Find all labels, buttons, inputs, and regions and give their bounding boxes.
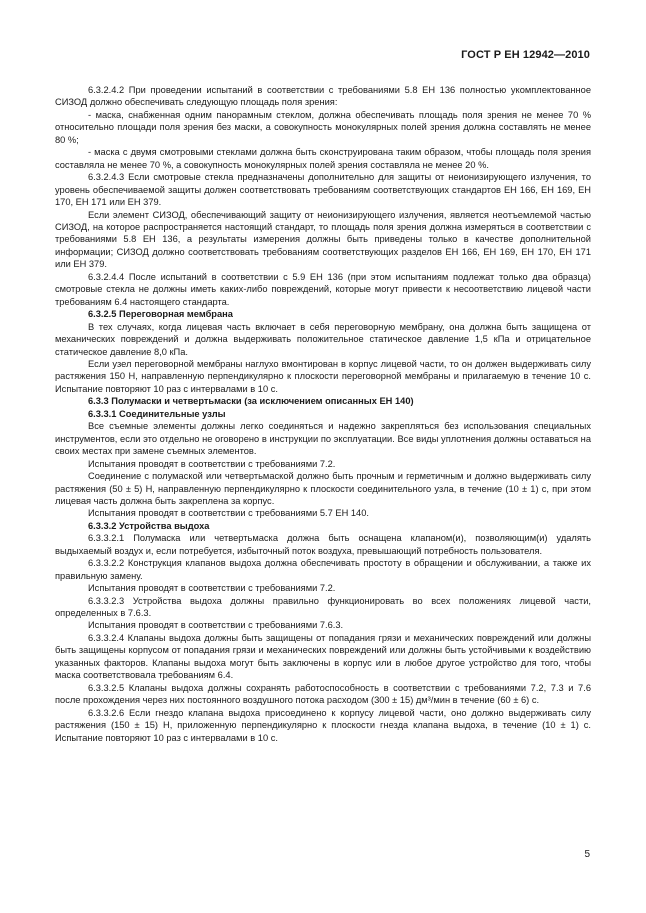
paragraph: - маска, снабженная одним панорамным стеклом, должна обеспечивать площадь поля зрения не менее 70 % относительно площади поля зрения без маски, а совокупность монокулярных полей зрения должна составлять не менее 80 %; xyxy=(55,109,591,145)
page-number: 5 xyxy=(584,849,590,860)
paragraph: 6.3.2.4.4 После испытаний в соответствии с 5.9 ЕН 136 (при этом испытаниям подлежат только два образца) смотровые стекла не должны иметь каких-либо повреждений, которые могут привести к несоответствию лицевой части требованиям 6.4 настоящего стандарта. xyxy=(55,271,591,307)
document-body xyxy=(55,84,591,744)
paragraph: Если элемент СИЗОД, обеспечивающий защиту от неионизирующего излучения, является неотъемлемой частью СИЗОД, на которое распространяется настоящий стандарт, то площадь поля зрения должна измеряться в соответствии с требованиями 5.8 ЕН 136, а результаты измерения должны быть приведены только в качестве дополнительной информации; СИЗОД должно соответствовать требованиям соответствующих разделов ЕН 166, ЕН 169, ЕН 170, ЕН 171 или ЕН 379. xyxy=(55,209,591,270)
paragraph: Испытания проводят в соответствии с требованиями 7.6.3. xyxy=(88,620,344,631)
paragraph: Испытания проводят в соответствии с требованиями 7.2. xyxy=(88,458,336,469)
paragraph: Если узел переговорной мембраны наглухо вмонтирован в корпус лицевой части, то он должен выдерживать силу растяжения 150 Н, направленную перпендикулярно к плоскости переговорной мембраны и прилагаемую в течение 10 с. Испытание повторяют 10 раз с интервалами в 10 с. xyxy=(55,358,591,394)
paragraph: Испытания проводят в соответствии с требованиями 7.2. xyxy=(88,583,336,594)
section-heading: 6.3.3 Полумаски и четвертьмаски (за исключением описанных ЕН 140) xyxy=(88,396,414,407)
paragraph: Соединение с полумаской или четвертьмаской должно быть прочным и герметичным и должно выдерживать силу растяжения (50 ± 5) Н, направленную перпендикулярно к плоскости соединительного узла, в течение (10 ± 1) с, при этом лицевая часть должна быть закреплена за корпус. xyxy=(55,471,591,506)
paragraph: 6.3.3.2.5 Клапаны выдоха должны сохранять работоспособность в соответствии с требованиями 7.2, 7.3 и 7.6 после прохождения через них постоянного воздушного потока расходом (300 ± 15) дм³/мин в течение (60 ± 6) с. xyxy=(55,682,591,706)
paragraph: 6.3.3.2.3 Устройства выдоха должны правильно функционировать во всех положениях лицевой части, определенных в 7.6.3. xyxy=(55,595,591,619)
paragraph: 6.3.3.2.2 Конструкция клапанов выдоха должна обеспечивать простоту в обращении и обслуживании, а также их правильную замену. xyxy=(55,558,591,581)
paragraph: В тех случаях, когда лицевая часть включает в себя переговорную мембрану, она должна быть защищена от механических повреждений и должна выдерживать положительное статическое давление 1,5 кПа и отрицательное статическое давление 8,0 кПа. xyxy=(55,321,591,357)
section-heading: 6.3.2.5 Переговорная мембрана xyxy=(88,309,233,320)
section-heading: 6.3.3.1 Соединительные узлы xyxy=(88,408,226,419)
document-header: ГОСТ Р ЕН 12942—2010 xyxy=(461,49,590,61)
paragraph: Испытания проводят в соответствии с требованиями 5.7 ЕН 140. xyxy=(88,508,369,519)
paragraph: 6.3.3.2.6 Если гнездо клапана выдоха присоединено к корпусу лицевой части, оно должно выдерживать силу растяжения (150 ± 15) Н, приложенную перпендикулярно к плоскости гнезда клапана выдоха, в течение (10 ± 1) с. Испытание повторяют 10 раз с интервалами в 10 с. xyxy=(55,707,591,743)
paragraph: 6.3.2.4.3 Если смотровые стекла предназначены дополнительно для защиты от неионизирующего излучения, то уровень обеспечиваемой защиты должен соответствовать требованиям соответствующих стандартов ЕН 166, ЕН 169, ЕН 170, ЕН 171 или ЕН 379. xyxy=(55,172,591,208)
paragraph: Все съемные элементы должны легко соединяться и надежно закрепляться без использования специальных инструментов, если это отдельно не оговорено в инструкции по эксплуатации. Все виды уплотнения должны оставаться на своих местах при замене съемных элементов. xyxy=(55,421,591,457)
paragraph: 6.3.3.2.1 Полумаска или четвертьмаска должна быть оснащена клапаном(и), позволяющим(и) удалять выдыхаемый воздух и, если потребуется, избыточный поток воздуха, превышающий потребность пользователя. xyxy=(55,533,591,556)
paragraph: 6.3.3.2.4 Клапаны выдоха должны быть защищены от попадания грязи и механических повреждений или должны быть защищены корпусом от попадания грязи и механических повреждений или должны быть устойчивыми к воздействию указанных факторов. Клапаны выдоха могут быть заключены в корпус или в любое другое устройство для того, чтобы маска соответствовала требованиям 6.4. xyxy=(55,632,591,681)
section-heading: 6.3.3.2 Устройства выдоха xyxy=(88,520,210,531)
paragraph: - маска с двумя смотровыми стеклами должна быть сконструирована таким образом, чтобы площадь поля зрения составляла не менее 70 %, а совокупность монокулярных полей зрения составляла не менее 20 %. xyxy=(55,147,591,170)
paragraph: 6.3.2.4.2 При проведении испытаний в соответствии с требованиями 5.8 ЕН 136 полностью укомплектованное СИЗОД должно обеспечивать следующую площадь поля зрения: xyxy=(55,85,591,108)
